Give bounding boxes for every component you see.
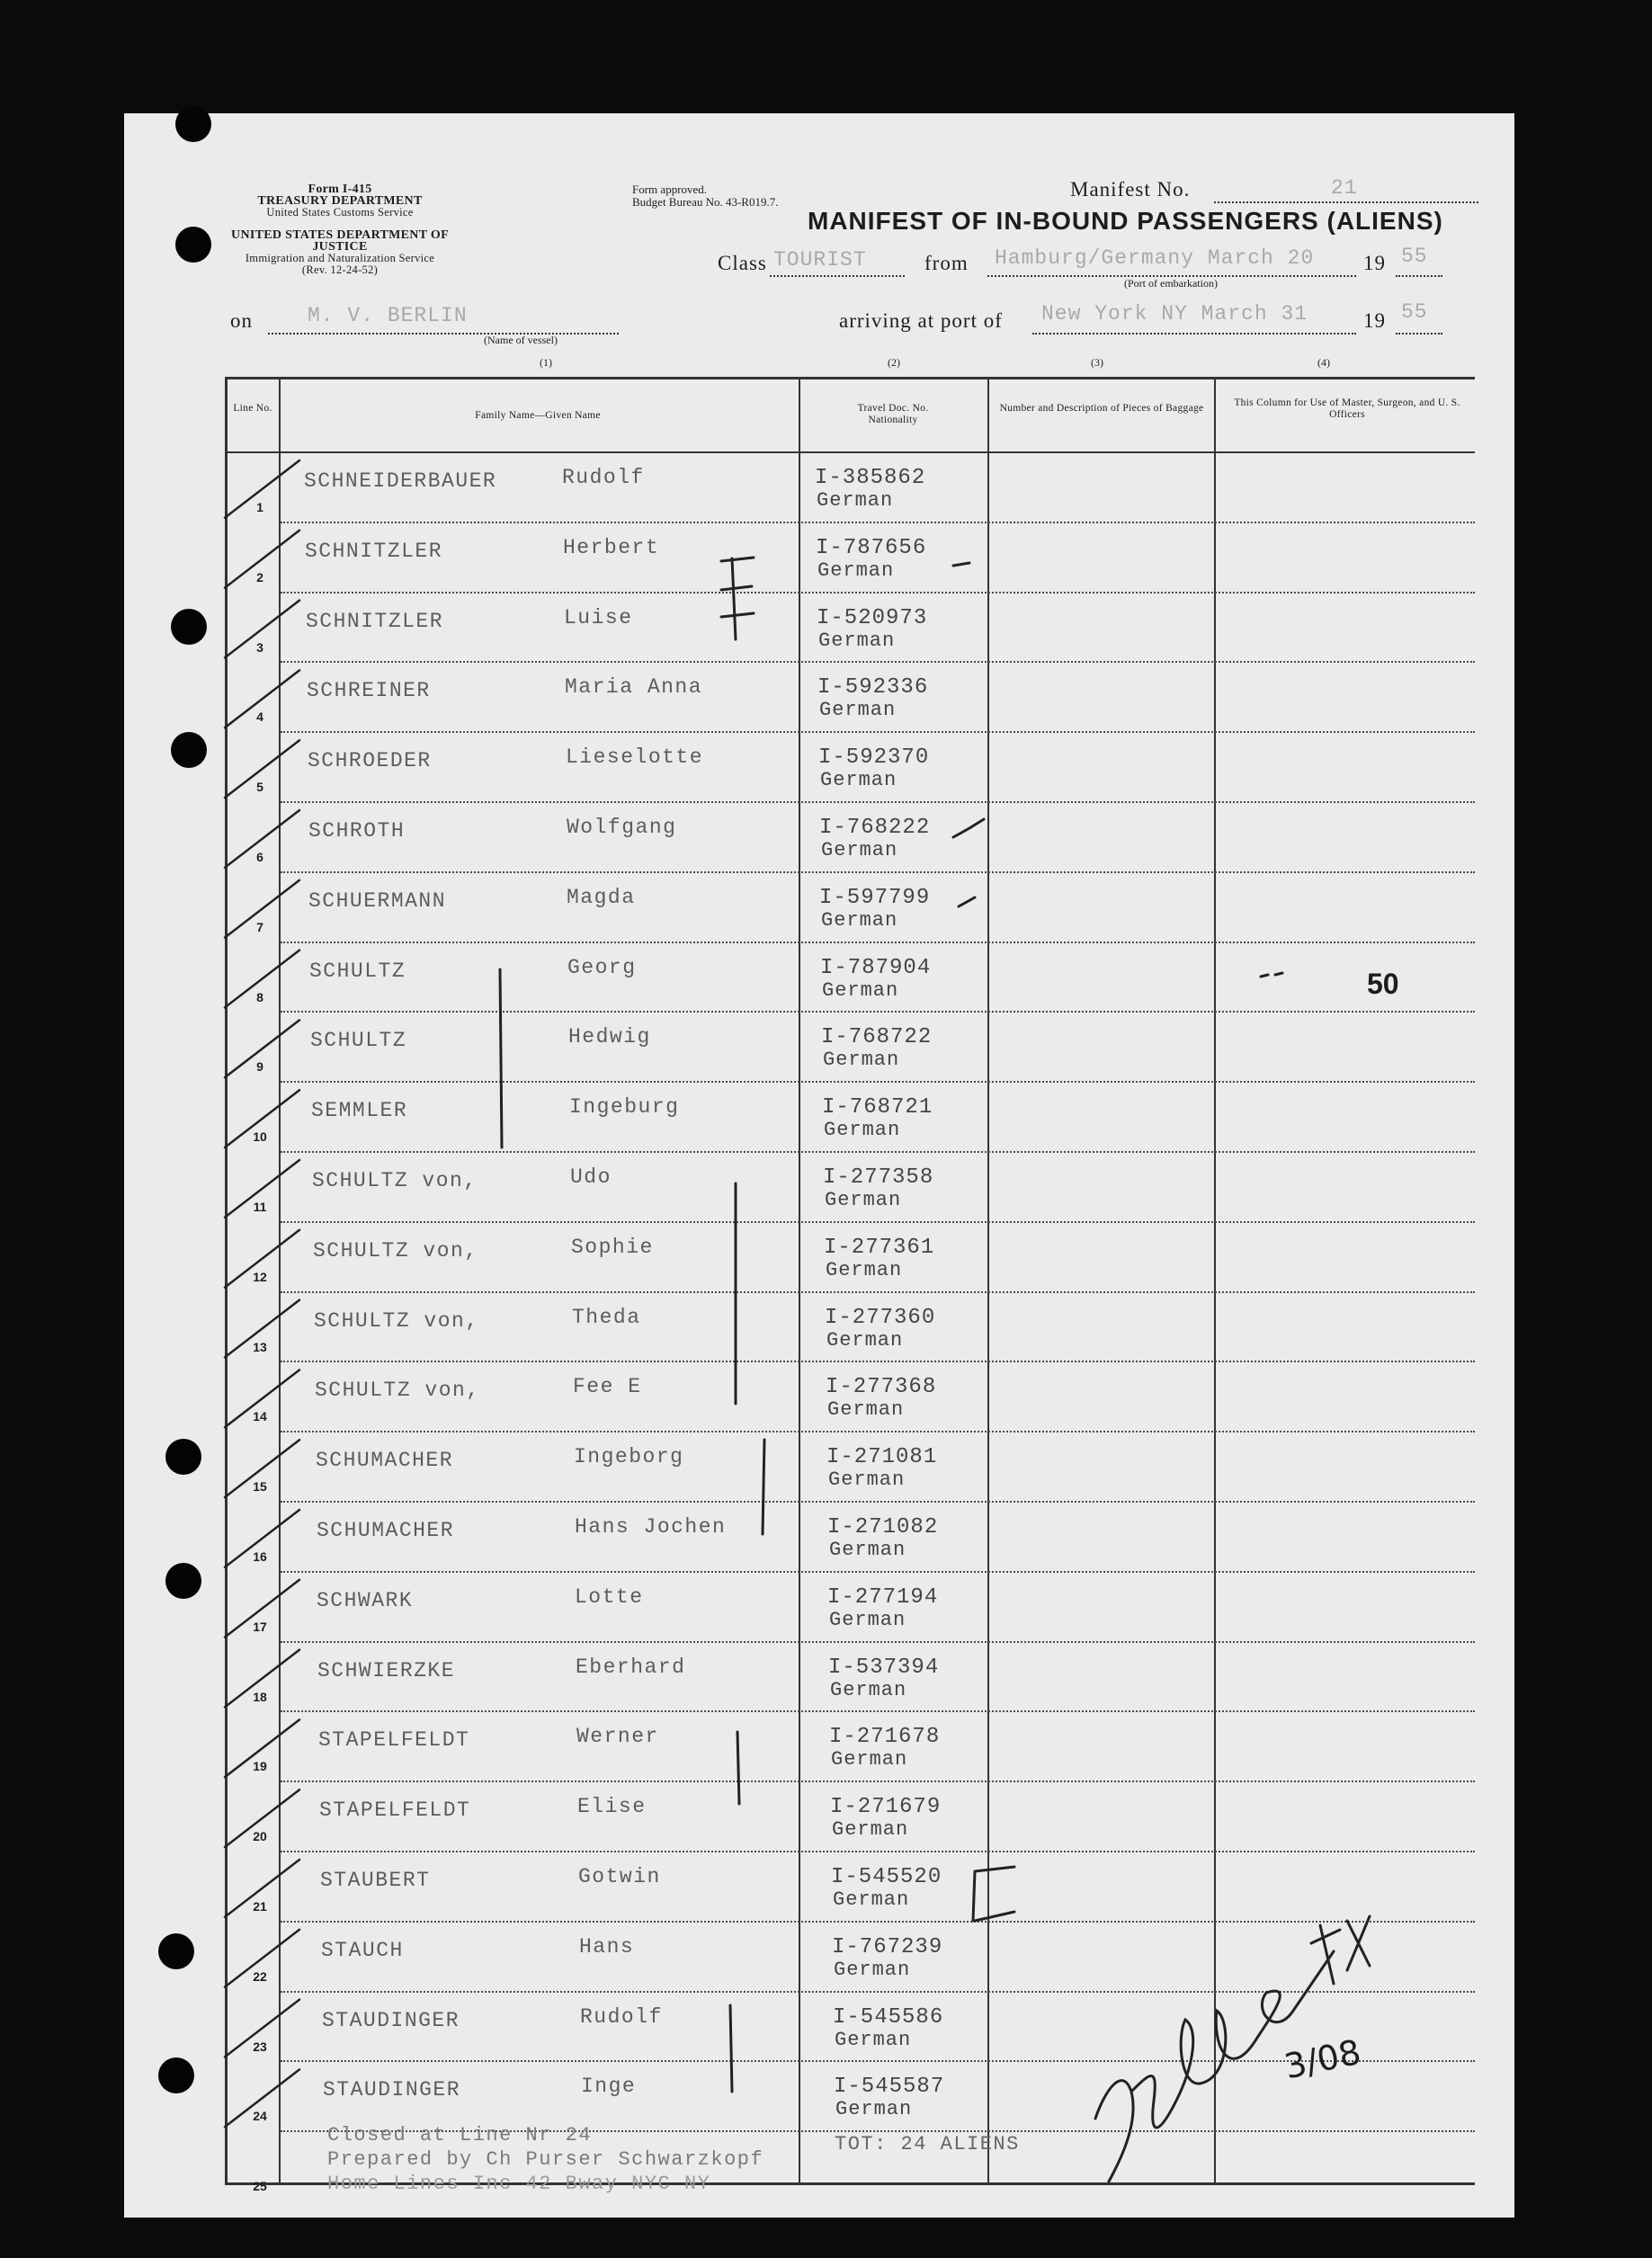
binder-hole [158,2057,194,2093]
given-name: Fee E [573,1375,642,1399]
date-annotation: 3/08 [1281,2031,1364,2087]
line-number: 15 [253,1479,267,1495]
line-number: 1 [256,500,263,514]
closed-at-line: Closed at Line Nr 24 [327,2124,593,2146]
travel-doc-no: I-271082 [827,1515,939,1540]
form-number: Form I-415 [308,183,372,196]
line-number: 22 [253,1968,267,1984]
prepared-by: Prepared by Ch Purser Schwarzkopf [327,2148,764,2171]
travel-doc-no: I-768222 [819,816,931,840]
line-check-slash [225,1020,299,1077]
binder-hole [165,1439,201,1475]
line-check-slash [225,1440,299,1497]
line-check-slash [225,880,299,938]
line-number: 2 [256,569,263,585]
family-name: SCHNITZLER [306,609,444,633]
family-name: STAUBERT [320,1869,431,1892]
nationality: German [831,1748,908,1772]
given-name: Theda [572,1305,641,1329]
family-name: SCHREINER [307,679,431,703]
justice-dept: UNITED STATES DEPARTMENT OF JUSTICE [231,228,449,254]
bracket-mark [973,1867,1014,1921]
arrive-year: 55 [1401,300,1428,324]
col-header-baggage: Number and Description of Pieces of Baggage [999,403,1204,414]
family-name: SCHULTZ von, [313,1238,478,1263]
nationality: German [826,1258,903,1281]
travel-doc-no: I-787656 [816,535,927,560]
nationality: German [821,908,898,932]
binder-hole [175,227,211,263]
nationality: German [817,558,895,582]
line-check-slash [225,1230,299,1288]
col-number-3: (3) [1091,356,1103,369]
nationality: German [819,699,897,722]
travel-doc-no: I-545587 [834,2075,945,2100]
line-number: 4 [256,710,263,725]
nationality: German [826,1328,904,1352]
total-aliens: TOT: 24 ALIENS [835,2133,1020,2155]
line-number: 5 [256,780,263,795]
nationality: German [835,2028,912,2051]
line-check-slash [225,1510,299,1567]
family-name: STAUDINGER [322,2008,460,2032]
handwritten-marks [124,113,1514,2218]
nationality: German [829,1608,906,1631]
line-check-slash [225,2000,299,2057]
line-check-slash [225,1719,299,1777]
family-name: SCHWIERZKE [317,1658,456,1682]
line-check-slash [225,740,299,798]
given-name: Ingeburg [569,1095,680,1120]
given-name: Udo [570,1165,612,1189]
travel-doc-no: I-592370 [818,745,930,771]
line-check-slash [225,810,299,868]
given-name: Hans [579,1934,635,1959]
family-name: SCHULTZ von, [314,1308,479,1333]
travel-doc-no: I-277194 [827,1584,939,1610]
line-number: 12 [253,1269,267,1284]
line-number: 3 [256,639,263,655]
travel-doc-no: I-597799 [819,885,931,910]
family-name: SCHROEDER [308,749,432,773]
travel-doc-no: I-385862 [815,466,926,490]
nationality: German [825,1189,902,1211]
line-number: 24 [253,2109,267,2124]
family-name: SCHROTH [308,819,406,843]
family-name: STAUCH [321,1938,404,1962]
nationality: German [835,2098,913,2121]
line-check-slash [225,1580,299,1638]
line-check-slash [225,951,299,1008]
family-name: SCHULTZ von, [315,1379,480,1403]
family-name: SCHNITZLER [305,539,443,563]
col-header-officers: This Column for Use of Master, Surgeon, and U. S. Officers [1234,397,1460,420]
travel-doc-no: I-271679 [830,1795,942,1820]
travel-doc-no: I-277368 [826,1375,937,1400]
given-name: Ingeborg [574,1445,684,1469]
col-header-name: Family Name—Given Name [475,410,601,421]
form-approved: Form approved. [632,183,708,196]
binder-hole [158,1933,194,1969]
check-mark [953,563,969,566]
travel-doc-no: I-767239 [832,1934,943,1959]
line-number: 14 [253,1409,267,1424]
treasury-dept: TREASURY DEPARTMENT [257,194,423,208]
travel-doc-no: I-768722 [821,1025,933,1050]
nationality: German [830,1678,907,1701]
given-name: Rudolf [580,2004,663,2029]
arriving-label: arriving at port of [839,309,1003,332]
check-mark [953,819,984,837]
agent-line: Home Lines Inc 42 Bway NYC NY [327,2173,711,2195]
family-name: SCHULTZ [310,1029,407,1053]
travel-doc-no: I-520973 [817,605,928,630]
line-number: 6 [256,850,263,864]
family-name: SCHWARK [317,1588,414,1612]
given-name: Gotwin [578,1865,661,1888]
customs-service: United States Customs Service [266,206,414,219]
nationality: German [834,1958,911,1981]
line-number: 19 [253,1759,267,1774]
travel-doc-no: I-545586 [833,2004,944,2030]
line-number: 7 [256,919,263,934]
travel-doc-no: I-537394 [828,1655,940,1680]
embark-value: Hamburg/Germany March 20 [995,246,1315,270]
line-check-slash [225,531,299,588]
given-name: Luise [564,605,633,629]
manifest-no-value: 21 [1331,176,1358,200]
travel-doc-no: I-271081 [826,1445,938,1470]
given-name: Lotte [575,1584,644,1609]
col-number-4: (4) [1317,356,1330,369]
col-header-line: Line No. [233,403,272,414]
from-year: 55 [1401,245,1428,268]
nationality: German [827,1398,905,1422]
check-mark [959,897,975,906]
on-label: on [230,309,253,332]
family-name: SCHUMACHER [317,1519,455,1542]
line-check-slash [225,1090,299,1147]
nationality: German [818,629,896,652]
given-name: Georg [567,955,637,979]
line-check-slash [225,1160,299,1218]
family-name: SCHULTZ von, [312,1169,478,1192]
given-name: Rudolf [562,466,645,489]
given-name: Eberhard [576,1655,686,1679]
nationality: German [823,1049,900,1072]
family-name: STAPELFELDT [319,1798,471,1823]
line-number: 21 [253,1899,267,1914]
check-mark [1261,973,1282,977]
line-check-slash [225,1300,299,1358]
given-name: Magda [567,885,636,909]
ins-service: Immigration and Naturalization Service [245,252,435,264]
travel-doc-no: I-271678 [829,1725,941,1750]
given-name: Werner [576,1725,659,1749]
travel-doc-no: I-277361 [824,1235,935,1260]
officer-count-50: 50 [1367,968,1399,1000]
bracket-mark [730,2005,732,2092]
col-header-doc: Travel Doc. No. Nationality [857,403,929,425]
given-name: Inge [581,2075,637,2099]
travel-doc-no: I-277360 [825,1305,936,1330]
from-year-prefix: 19 [1363,252,1386,274]
nationality: German [829,1539,906,1561]
given-name: Wolfgang [567,816,677,839]
vessel-name: M. V. BERLIN [308,304,468,327]
given-name: Herbert [563,535,660,559]
arrive-year-prefix: 19 [1363,309,1386,332]
line-check-slash [225,2069,299,2127]
manifest-no-label: Manifest No. [1070,178,1191,201]
line-number: 16 [253,1549,267,1564]
line-number: 8 [256,989,263,1004]
line-check-slash [225,1860,299,1917]
nationality: German [828,1468,906,1492]
travel-doc-no: I-787904 [820,955,932,980]
nationality: German [821,839,898,861]
nationality: German [817,489,894,512]
line-check-slash [225,1370,299,1427]
given-name: Hedwig [568,1025,651,1049]
col-number-1: (1) [540,356,552,369]
nationality: German [833,1888,910,1911]
vessel-caption: (Name of vessel) [484,334,558,346]
given-name: Hans Jochen [575,1515,727,1539]
line-number: 11 [253,1200,267,1214]
nationality: German [820,769,897,792]
binder-hole [171,609,207,645]
given-name: Maria Anna [565,675,703,700]
line-number: 25 [253,2179,267,2194]
travel-doc-no: I-768721 [822,1095,933,1120]
line-number: 10 [253,1129,267,1145]
line-check-slash [225,1789,299,1847]
family-name: SCHUERMANN [308,888,447,913]
bracket-mark [763,1440,764,1534]
travel-doc-no: I-545520 [831,1865,942,1889]
family-name: SCHUMACHER [316,1449,454,1473]
family-name: STAUDINGER [323,2078,461,2102]
tally-mark [721,558,754,639]
family-name: SCHULTZ [309,959,406,983]
col-number-2: (2) [888,356,900,369]
nationality: German [822,978,899,1002]
binder-hole [165,1563,201,1599]
family-name: STAPELFELDT [318,1728,470,1753]
line-number: 17 [253,1619,267,1634]
line-number: 18 [253,1689,267,1704]
line-check-slash [225,1650,299,1708]
port-caption: (Port of embarkation) [1124,277,1218,290]
nationality: German [832,1818,909,1842]
line-number: 9 [256,1059,263,1075]
nationality: German [824,1119,901,1142]
binder-hole [171,732,207,768]
manifest-sheet [124,113,1514,2218]
arriving-value: New York NY March 31 [1041,302,1308,326]
budget-bureau: Budget Bureau No. 43-R019.7. [632,195,779,209]
travel-doc-no: I-277358 [823,1165,934,1190]
signature-mark [1095,1951,1334,2182]
binder-hole [175,106,211,142]
bracket-mark [737,1732,739,1804]
line-check-slash [225,601,299,658]
line-check-slash [225,1930,299,1987]
given-name: Sophie [571,1235,654,1259]
revision: (Rev. 12-24-52) [301,263,379,276]
class-value: TOURIST [773,248,867,272]
bracket-mark [500,969,502,1147]
given-name: Elise [577,1795,647,1819]
line-check-slash [225,670,299,727]
family-name: SEMMLER [311,1099,408,1123]
family-name: SCHNEIDERBAUER [304,469,497,493]
manifest-title: MANIFEST OF IN-BOUND PASSENGERS (ALIENS) [808,207,1443,235]
from-label: from [924,252,969,274]
class-label: Class [718,252,767,274]
line-check-slash [225,460,299,518]
line-number: 23 [253,2039,267,2054]
given-name: Lieselotte [566,745,704,770]
line-number: 20 [253,1829,267,1844]
line-number: 13 [253,1339,267,1354]
travel-doc-no: I-592336 [817,675,929,701]
